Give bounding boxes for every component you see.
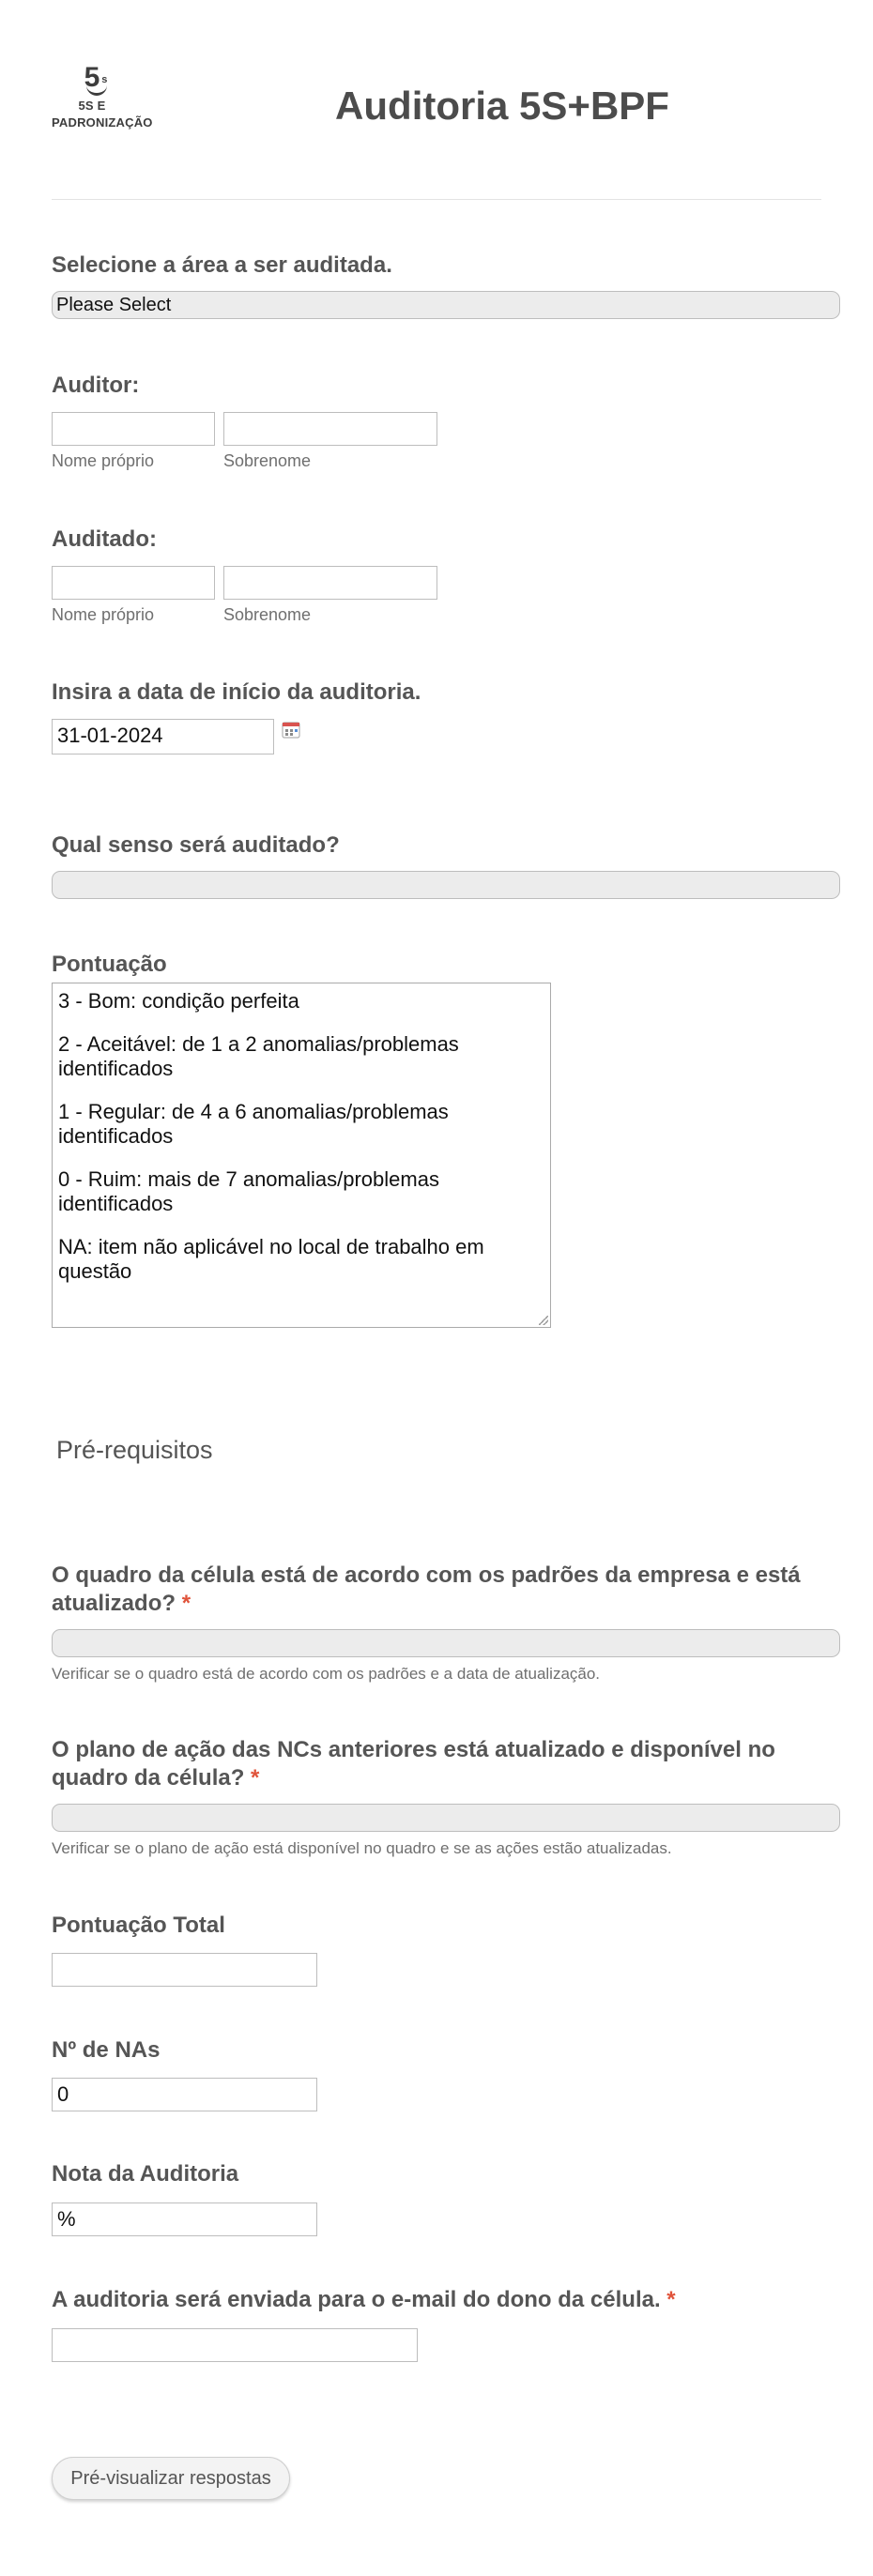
area-select-value: Please Select — [56, 295, 172, 315]
auditor-last-name-input[interactable] — [223, 412, 437, 446]
q1-required-mark: * — [181, 1591, 191, 1616]
auditado-last-name-input[interactable] — [223, 566, 437, 600]
nas-value: 0 — [57, 2082, 69, 2106]
auditado-first-name-input[interactable] — [52, 566, 215, 600]
calendar-icon[interactable] — [282, 720, 300, 739]
date-input[interactable] — [52, 719, 274, 755]
email-required-mark: * — [666, 2287, 676, 2312]
q2-label-text: O plano de ação das NCs anteriores está atualizado e disponível no quadro da célula? — [52, 1737, 775, 1791]
senso-label: Qual senso será auditado? — [52, 832, 340, 858]
q1-label — [52, 1562, 821, 1618]
page-title: Auditoria 5S+BPF — [335, 84, 669, 128]
auditado-label: Auditado: — [52, 526, 157, 552]
total-input[interactable] — [52, 1953, 317, 1987]
date-label: Insira a data de início da auditoria. — [52, 679, 421, 705]
auditor-first-name-sublabel: Nome próprio — [52, 451, 155, 470]
area-select[interactable] — [52, 291, 840, 319]
nota-value: % — [57, 2207, 76, 2231]
area-label: Selecione a área a ser auditada. — [52, 252, 392, 278]
logo-mark-digit: 5 — [84, 62, 100, 93]
email-input[interactable] — [52, 2328, 418, 2362]
logo-swoosh-icon — [86, 85, 107, 96]
nas-input[interactable] — [52, 2078, 317, 2111]
senso-select[interactable] — [52, 871, 840, 899]
pontuacao-label: Pontuação — [52, 952, 167, 977]
q2-label — [52, 1736, 821, 1792]
nota-input[interactable] — [52, 2203, 317, 2236]
section-title: Pré-requisitos — [56, 1436, 213, 1464]
auditor-first-name-input[interactable] — [52, 412, 215, 446]
q2-hint: Verificar se o plano de ação está disponível no quadro e se as ações estão atualizadas. — [52, 1839, 672, 1857]
pontuacao-textarea[interactable] — [52, 983, 551, 1328]
auditado-last-name-sublabel: Sobrenome — [223, 605, 312, 624]
logo-line-1: 5S E — [78, 99, 106, 113]
pontuacao-line-0: 0 - Ruim: mais de 7 anomalias/problemas identificados — [58, 1167, 439, 1215]
auditor-last-name-sublabel: Sobrenome — [223, 451, 312, 470]
nas-label: Nº de NAs — [52, 2037, 161, 2063]
pontuacao-line-na: NA: item não aplicável no local de trabalho em questão — [58, 1235, 484, 1283]
q1-hint: Verificar se o quadro está de acordo com os padrões e a data de atualização. — [52, 1665, 601, 1683]
resize-handle-icon[interactable] — [539, 1316, 548, 1325]
auditado-last-name-value — [224, 571, 229, 594]
total-label: Pontuação Total — [52, 1913, 225, 1938]
total-value — [53, 1958, 57, 1981]
email-value — [53, 2333, 57, 2356]
auditor-last-name-value — [224, 417, 229, 440]
auditor-label: Auditor: — [52, 373, 140, 398]
date-value: 31-01-2024 — [57, 724, 163, 747]
q1-select[interactable] — [52, 1629, 840, 1657]
preview-button[interactable]: Pré-visualizar respostas — [52, 2457, 290, 2500]
email-label — [52, 2286, 676, 2314]
pontuacao-line-2: 2 - Aceitável: de 1 a 2 anomalias/problemas identificados — [58, 1032, 459, 1080]
logo-mark-super: s — [101, 74, 108, 85]
logo-mark — [84, 62, 108, 93]
header-divider — [52, 199, 821, 200]
logo-line-2: PADRONIZAÇÃO — [52, 115, 153, 130]
pontuacao-line-1: 1 - Regular: de 4 a 6 anomalias/problemas identificados — [58, 1100, 449, 1148]
q1-label-text: O quadro da célula está de acordo com os padrões da empresa e está atualizado? — [52, 1562, 801, 1616]
auditor-first-name-value — [53, 417, 57, 440]
q2-required-mark: * — [251, 1765, 260, 1791]
brand-logo — [52, 62, 153, 131]
auditado-first-name-sublabel: Nome próprio — [52, 605, 155, 624]
pontuacao-line-3: 3 - Bom: condição perfeita — [58, 989, 299, 1013]
nota-label: Nota da Auditoria — [52, 2161, 239, 2187]
email-label-text: A auditoria será enviada para o e-mail do dono da célula. — [52, 2287, 661, 2312]
q2-select[interactable] — [52, 1804, 840, 1832]
auditado-first-name-value — [53, 571, 57, 594]
